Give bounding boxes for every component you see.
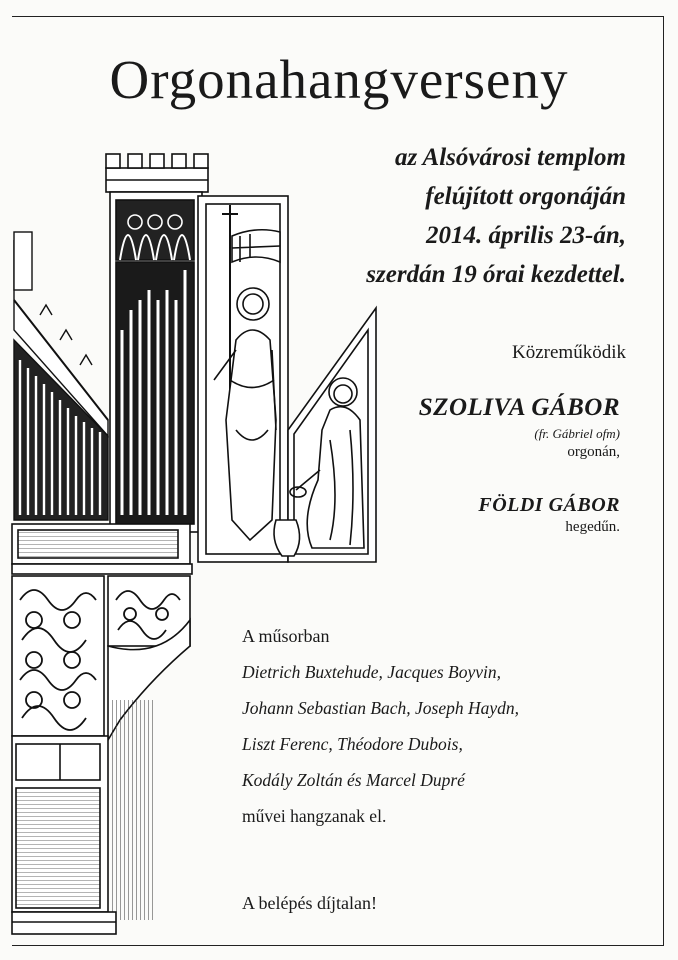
date-line: 2014. április 23-án, — [425, 222, 626, 249]
performer-instrument: orgonán, — [567, 444, 620, 460]
instrument-line: felújított orgonáján — [425, 183, 626, 210]
venue-line: az Alsóvárosi templom — [394, 144, 626, 171]
composer-line: Johann Sebastian Bach, Joseph Haydn, — [242, 698, 520, 718]
performer-violinist — [478, 494, 620, 536]
composer-line: Kodály Zoltán és Marcel Dupré — [242, 770, 465, 790]
free-entry-note: A belépés díjtalan! — [242, 893, 377, 913]
time-line: szerdán 19 órai kezdettel. — [366, 261, 626, 288]
poster-title: Orgonahangverseny — [109, 49, 569, 110]
organ-left-wing — [14, 232, 108, 520]
composer-line: Liszt Ferenc, Théodore Dubois, — [242, 734, 463, 754]
program-section — [242, 618, 519, 834]
contributors-label: Közreműködik — [512, 342, 626, 363]
program-label: A műsorban — [242, 626, 330, 646]
program-ending: művei hangzanak el. — [242, 806, 387, 826]
organ-case — [12, 524, 192, 934]
event-details — [366, 138, 626, 294]
performer-organist — [419, 394, 620, 461]
performer-note: (fr. Gábriel ofm) — [534, 426, 620, 441]
organ-tower — [106, 154, 208, 532]
performer-name: SZOLIVA GÁBOR — [418, 394, 620, 421]
composer-line: Dietrich Buxtehude, Jacques Boyvin, — [242, 662, 501, 682]
performer-name: FÖLDI GÁBOR — [478, 494, 620, 516]
performer-instrument: hegedűn. — [565, 519, 620, 535]
painted-panels — [198, 196, 376, 562]
